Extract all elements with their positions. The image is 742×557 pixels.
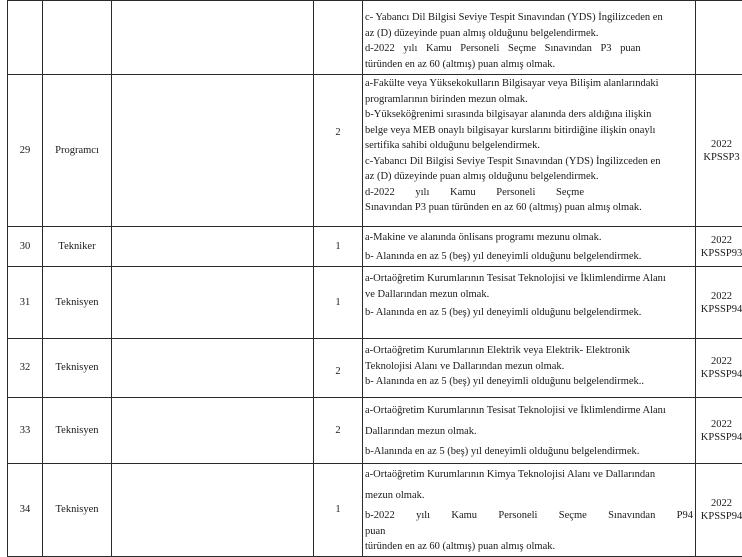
row-number: 31 — [8, 267, 43, 339]
exam-year: 2022 — [696, 355, 742, 368]
position-title: Teknisyen — [43, 398, 112, 464]
position-count: 1 — [314, 267, 363, 339]
requirement-line: türünden en az 60 (altmış) puan almış olmak. — [365, 539, 693, 555]
requirement-line: a-Ortaöğretim Kurumlarının Kimya Teknolojisi Alanı ve Dallarından — [365, 467, 693, 483]
exam-code-cell — [696, 398, 742, 464]
exam-code-cell — [696, 75, 742, 227]
requirements-cell — [363, 339, 696, 398]
exam-code-cell — [696, 267, 742, 339]
blank-cell — [112, 464, 314, 557]
requirement-line: b-2022 yılı Kamu Personeli Seçme Sınavından P94 puan — [365, 508, 693, 539]
positions-table — [7, 0, 742, 557]
requirement-line: az (D) düzeyinde puan almış olduğunu belgelendirmek. — [365, 26, 693, 42]
requirement-line: türünden en az 60 (altmış) puan almış olmak. — [365, 57, 693, 73]
requirements-cell — [363, 267, 696, 339]
row-number: 30 — [8, 227, 43, 267]
position-count — [314, 1, 363, 75]
row-number: 32 — [8, 339, 43, 398]
blank-cell — [112, 227, 314, 267]
requirement-line: a-Ortaöğretim Kurumlarının Elektrik veya Elektrik- Elektronik — [365, 343, 693, 359]
requirement-line: d-2022 yılı Kamu Personeli Seçme — [365, 185, 693, 201]
requirement-line: programlarının birinden mezun olmak. — [365, 92, 693, 108]
exam-code: KPSSP94 — [696, 431, 742, 444]
exam-code-cell — [696, 464, 742, 557]
requirements-cell — [363, 398, 696, 464]
requirement-line: mezun olmak. — [365, 488, 693, 504]
requirement-line: az (D) düzeyinde puan almış olduğunu belgelendirmek. — [365, 169, 693, 185]
requirement-line: c-Yabancı Dil Bilgisi Seviye Tespit Sınavından (YDS) İngilizceden en — [365, 154, 693, 170]
blank-cell — [112, 267, 314, 339]
blank-cell — [112, 398, 314, 464]
exam-code-cell — [696, 227, 742, 267]
blank-cell — [112, 1, 314, 75]
position-count: 1 — [314, 464, 363, 557]
requirement-line: Dallarından mezun olmak. — [365, 424, 693, 440]
row-number — [8, 1, 43, 75]
exam-code-cell — [696, 339, 742, 398]
requirement-line: b- Alanında en az 5 (beş) yıl deneyimli olduğunu belgelendirmek. — [365, 305, 693, 321]
blank-cell — [112, 339, 314, 398]
position-count: 2 — [314, 398, 363, 464]
position-count: 2 — [314, 339, 363, 398]
requirement-line: Sınavından P3 puan türünden en az 60 (altmış) puan almış olmak. — [365, 200, 693, 216]
table-row — [8, 75, 742, 227]
exam-year: 2022 — [696, 497, 742, 510]
table-row — [8, 339, 742, 398]
row-number: 33 — [8, 398, 43, 464]
exam-code: KPSSP93 — [696, 247, 742, 260]
table-row — [8, 1, 742, 75]
table-row — [8, 398, 742, 464]
exam-code: KPSSP94 — [696, 510, 742, 523]
position-title: Teknisyen — [43, 464, 112, 557]
exam-year: 2022 — [696, 418, 742, 431]
requirement-line: sertifika sahibi olduğunu belgelendirmek. — [365, 138, 693, 154]
requirement-line: b- Alanında en az 5 (beş) yıl deneyimli olduğunu belgelendirmek.. — [365, 374, 693, 390]
exam-year: 2022 — [696, 234, 742, 247]
requirement-line: b- Alanında en az 5 (beş) yıl deneyimli olduğunu belgelendirmek. — [365, 249, 693, 265]
requirements-cell — [363, 1, 696, 75]
requirement-line: a-Makine ve alanında önlisans programı mezunu olmak. — [365, 230, 693, 246]
requirements-cell — [363, 464, 696, 557]
requirement-line: ve Dallarından mezun olmak. — [365, 287, 693, 303]
requirement-line: d-2022 yılı Kamu Personeli Seçme Sınavından P3 puan — [365, 41, 693, 57]
position-title: Tekniker — [43, 227, 112, 267]
position-title: Teknisyen — [43, 339, 112, 398]
exam-year: 2022 — [696, 138, 742, 151]
row-number: 29 — [8, 75, 43, 227]
requirement-line: a-Ortaöğretim Kurumlarının Tesisat Teknolojisi ve İklimlendirme Alanı — [365, 271, 693, 287]
requirement-line: belge veya MEB onaylı bilgisayar kurslarını bitirdiğine ilişkin onaylı — [365, 123, 693, 139]
position-count: 2 — [314, 75, 363, 227]
requirement-line: b-Yükseköğrenimi sırasında bilgisayar alanında ders aldığına ilişkin — [365, 107, 693, 123]
requirement-line: a-Ortaöğretim Kurumlarının Tesisat Teknolojisi ve İklimlendirme Alanı — [365, 403, 693, 419]
exam-year: 2022 — [696, 290, 742, 303]
exam-code: KPSSP3 — [696, 151, 742, 164]
position-count: 1 — [314, 227, 363, 267]
requirement-line: c- Yabancı Dil Bilgisi Seviye Tespit Sınavından (YDS) İngilizceden en — [365, 10, 693, 26]
requirements-cell — [363, 227, 696, 267]
exam-code: KPSSP94 — [696, 368, 742, 381]
requirement-line: Teknolojisi Alanı ve Dallarından mezun olmak. — [365, 359, 693, 375]
requirement-line: a-Fakülte veya Yüksekokulların Bilgisayar veya Bilişim alanlarındaki — [365, 76, 693, 92]
position-title: Teknisyen — [43, 267, 112, 339]
row-number: 34 — [8, 464, 43, 557]
position-title: Programcı — [43, 75, 112, 227]
table-row — [8, 227, 742, 267]
blank-cell — [112, 75, 314, 227]
requirement-line: b-Alanında en az 5 (beş) yıl deneyimli olduğunu belgelendirmek. — [365, 444, 693, 460]
requirements-cell — [363, 75, 696, 227]
table-row — [8, 267, 742, 339]
exam-code-cell — [696, 1, 742, 75]
position-title — [43, 1, 112, 75]
exam-code: KPSSP94 — [696, 303, 742, 316]
table-row — [8, 464, 742, 557]
